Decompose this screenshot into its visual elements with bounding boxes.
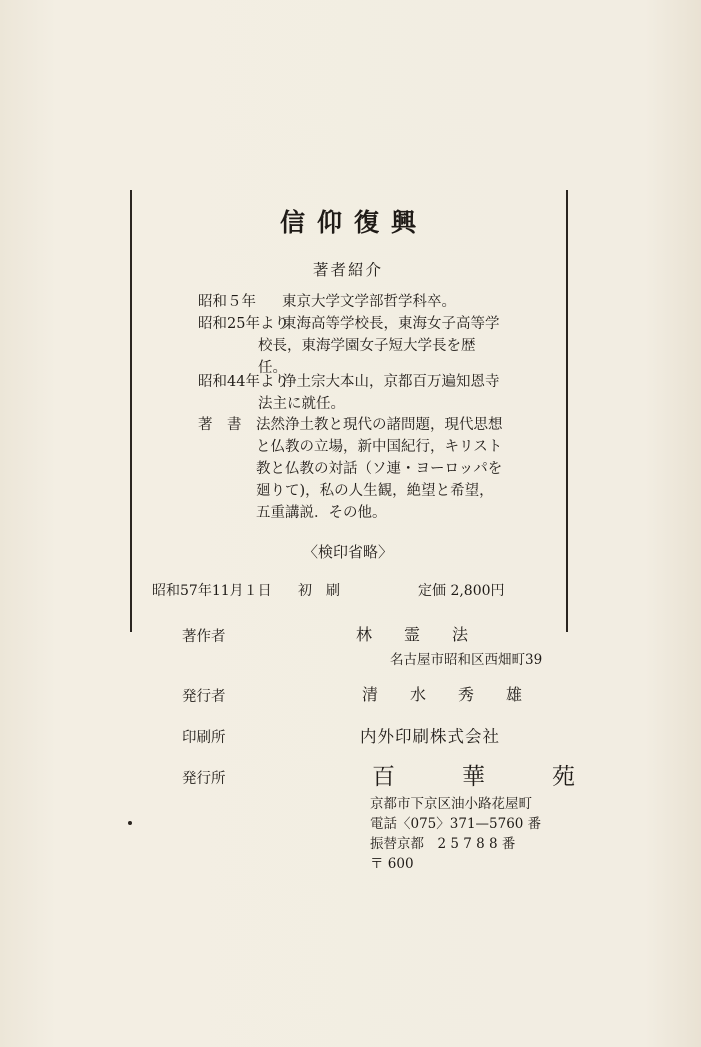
intro-entry-text: 東海高等学校長，東海女子高等学	[282, 316, 500, 332]
intro-entry-text: 廻りて)，私の人生観，絶望と希望，	[256, 483, 494, 499]
intro-entry	[198, 414, 538, 534]
intro-entry-text: 任。	[258, 360, 287, 376]
intro-entry-text: 法然浄土教と現代の諸問題，現代思想	[256, 417, 503, 433]
intro-entry-text: 校長，東海学園女子短大学長を歴	[258, 338, 476, 354]
intro-entry-text: 教と仏教の対話（ソ連・ヨーロッパを	[256, 461, 503, 477]
price: 定価 2,800円	[418, 583, 505, 599]
publisher-name: 百 華 苑	[372, 764, 597, 790]
intro-entry-text: 五重講説．その他。	[256, 505, 387, 521]
author-intro-heading: 著者紹介	[312, 261, 383, 279]
publisher-postal-code: 〒 600	[370, 856, 414, 872]
left-rule	[130, 190, 132, 632]
publisher-phone: 電話〈075〉371—5760 番	[370, 816, 542, 832]
author-name: 林 霊 法	[356, 625, 469, 644]
right-rule	[566, 190, 568, 632]
publisher-address-line: 京都市下京区油小路花屋町	[370, 796, 532, 812]
author-address: 名古屋市昭和区西畑町39	[390, 652, 543, 668]
edition: 初 刷	[298, 583, 340, 599]
author-label: 著作者	[182, 629, 226, 645]
intro-entry-label: 昭和５年	[198, 294, 256, 310]
intro-entry-text: と仏教の立場，新中国紀行，キリスト	[256, 439, 503, 455]
printer-label: 印刷所	[182, 730, 226, 746]
stamp-omitted-note: 〈検印省略〉	[302, 543, 393, 561]
printer-name: 内外印刷株式会社	[360, 727, 500, 746]
publisher-label: 発行所	[182, 771, 226, 787]
publication-date: 昭和57年11月１日	[152, 583, 272, 599]
intro-entry-label: 著 書	[198, 417, 242, 433]
intro-entry-text: 法主に就任。	[258, 396, 345, 412]
publisher-person-label: 発行者	[182, 689, 226, 705]
intro-entry-text: 浄土宗大本山，京都百万遍知恩寺	[282, 374, 500, 390]
publisher-transfer-account: 振替京都 2 5 7 8 8 番	[370, 836, 516, 852]
ink-dot	[128, 821, 132, 825]
publisher-person-name: 清 水 秀 雄	[362, 685, 523, 704]
intro-entry-label: 昭和25年より	[198, 316, 289, 332]
book-title: 信仰復興	[279, 208, 428, 237]
intro-entry-label: 昭和44年より	[198, 374, 289, 390]
intro-entry-text: 東京大学文学部哲学科卒。	[282, 294, 456, 310]
